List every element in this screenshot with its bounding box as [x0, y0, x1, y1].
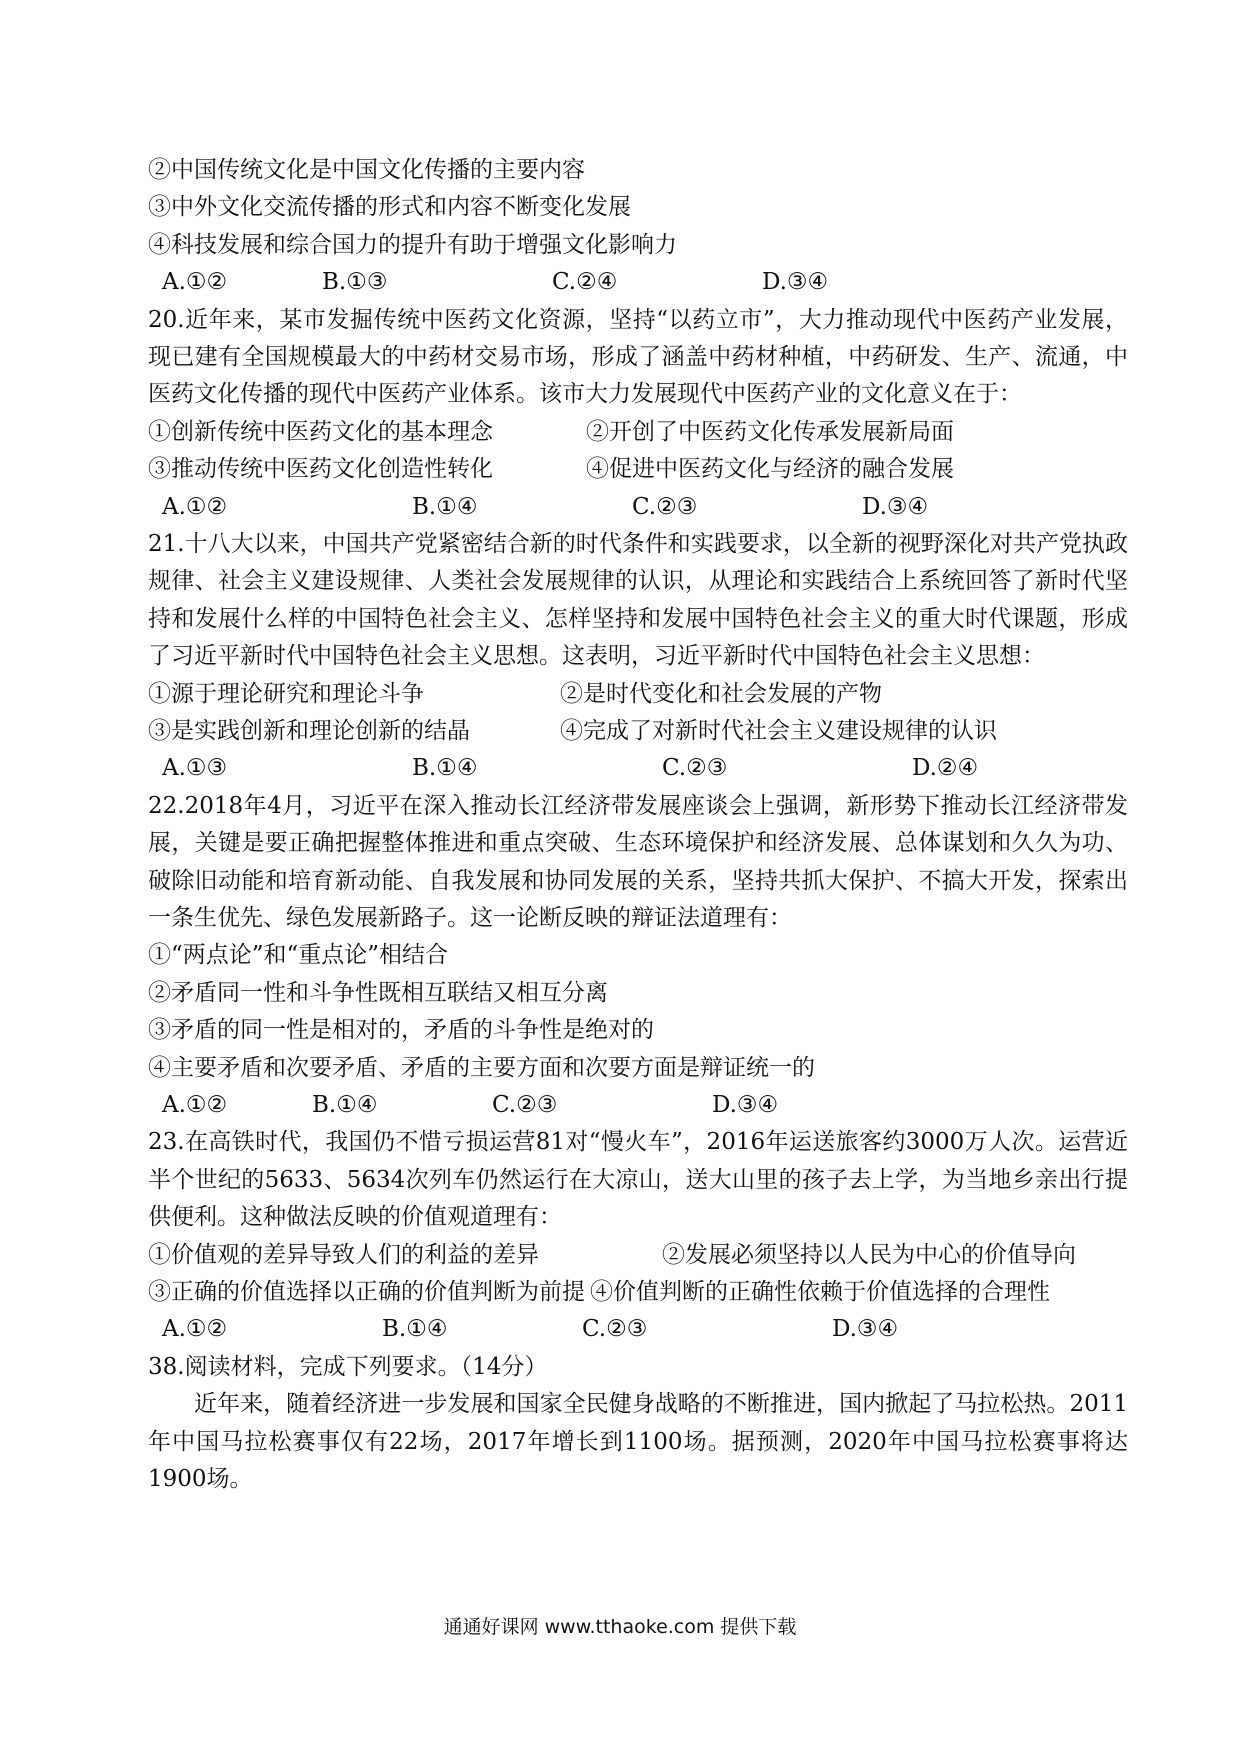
q23-item-3: ③正确的价值选择以正确的价值判断为前提	[148, 1278, 585, 1305]
q21-item-1: ①源于理论研究和理论斗争	[148, 680, 424, 707]
q38-heading: 38.阅读材料，完成下列要求。（14分）	[148, 1353, 548, 1380]
q20-option-c: C.②③	[632, 493, 698, 520]
q23-option-d: D.③④	[832, 1316, 899, 1343]
q23-items-row-1	[148, 1237, 1128, 1274]
q20-item-4: ④促进中医药文化与经济的融合发展	[586, 456, 954, 483]
q21-options	[148, 750, 1128, 787]
q23-item-2: ②发展必须坚持以人民为中心的价值导向	[662, 1241, 1076, 1268]
q21-option-b: B.①④	[412, 755, 478, 782]
q23-option-c: C.②③	[582, 1316, 648, 1343]
q23-options	[148, 1311, 1128, 1348]
q22-item-4: ④主要矛盾和次要矛盾、矛盾的主要方面和次要方面是辩证统一的	[148, 1054, 815, 1081]
q21-stem: 21.十八大以来，中国共产党紧密结合新的时代条件和实践要求，以全新的视野深化对共产党执政规律、社会主义建设规律、人类社会发展规律的认识，从理论和实践结合上系统回答了新时代坚持和发展什么样的中国特色社会主义、怎样坚持和发展中国特色社会主义的重大时代课题，形成了习近平新时代中国特色社会主义思想。这表明，习近平新时代中国特色社会主义思想：	[148, 530, 1128, 670]
q23-stem: 23.在高铁时代，我国仍不惜亏损运营81对“慢火车”，2016年运送旅客约3000万人次。运营近半个世纪的5633、5634次列车仍然运行在大凉山，送大山里的孩子去上学，为当地乡亲出行提供便利。这种做法反映的价值观道理有：	[148, 1129, 1128, 1231]
q19-item-2: ②中国传统文化是中国文化传播的主要内容	[148, 157, 585, 183]
q20-option-a: A.①②	[162, 493, 228, 520]
q38-material: 近年来，随着经济进一步发展和国家全民健身战略的不断推进，国内掀起了马拉松热。2011年中国马拉松赛事仅有22场，2017年增长到1100场。据预测，2020年中国马拉松赛事将达1900场。	[148, 1391, 1128, 1492]
q19-option-d: D.③④	[762, 269, 829, 296]
q19-item-3: ③中外文化交流传播的形式和内容不断变化发展	[148, 194, 631, 221]
q21-item-2: ②是时代变化和社会发展的产物	[560, 680, 882, 707]
exam-page	[148, 152, 1128, 1498]
page-footer: 通通好课网 www.tthaoke.com 提供下载	[443, 1616, 797, 1638]
q21-items-row-1	[148, 676, 1128, 713]
q22-options	[148, 1087, 1128, 1124]
q22-stem: 22.2018年4月，习近平在深入推动长江经济带发展座谈会上强调，新形势下推动长江经济带发展，关键是要正确把握整体推进和重点突破、生态环境保护和经济发展、总体谋划和久久为功、破除旧动能和培育新动能、自我发展和协同发展的关系，坚持共抓大保护、不搞大开发，探索出一条生优先、绿色发展新路子。这一论断反映的辩证法道理有：	[148, 792, 1128, 931]
q19-option-a: A.①②	[162, 269, 228, 296]
q21-option-a: A.①③	[162, 755, 228, 782]
q23-option-b: B.①④	[382, 1316, 448, 1343]
q23-items-row-2	[148, 1274, 1128, 1311]
q20-item-3: ③推动传统中医药文化创造性转化	[148, 456, 493, 483]
q19-option-b: B.①③	[322, 269, 388, 296]
q23-item-1: ①价值观的差异导致人们的利益的差异	[148, 1241, 539, 1268]
q21-item-4: ④完成了对新时代社会主义建设规律的认识	[560, 717, 997, 744]
q20-items-row-2	[148, 451, 1128, 488]
q20-option-d: D.③④	[862, 493, 929, 520]
q22-option-d: D.③④	[712, 1091, 779, 1118]
q20-item-1: ①创新传统中医药文化的基本理念	[148, 418, 493, 445]
q22-item-3: ③矛盾的同一性是相对的，矛盾的斗争性是绝对的	[148, 1017, 654, 1044]
q20-option-b: B.①④	[412, 493, 478, 520]
q23-option-a: A.①②	[162, 1316, 228, 1343]
q20-item-2: ②开创了中医药文化传承发展新局面	[586, 418, 954, 445]
q22-item-2: ②矛盾同一性和斗争性既相互联结又相互分离	[148, 979, 608, 1006]
q20-stem: 20.近年来，某市发掘传统中医药文化资源，坚持“以药立市”，大力推动现代中医药产业发展，现已建有全国规模最大的中药材交易市场，形成了涵盖中药材种植，中药研发、生产、流通，中医药文化传播的现代中医药产业体系。该市大力发展现代中医药产业的文化意义在于：	[148, 306, 1128, 408]
q20-options	[148, 489, 1128, 526]
q22-option-a: A.①②	[162, 1091, 228, 1118]
q19-item-4: ④科技发展和综合国力的提升有助于增强文化影响力	[148, 231, 677, 258]
q21-item-3: ③是实践创新和理论创新的结晶	[148, 717, 470, 744]
q20-items-row-1	[148, 414, 1128, 451]
q21-items-row-2	[148, 713, 1128, 750]
q22-item-1: ①“两点论”和“重点论”相结合	[148, 942, 449, 969]
q22-option-c: C.②③	[492, 1091, 558, 1118]
q19-options	[148, 264, 1128, 301]
q21-option-d: D.②④	[912, 755, 979, 782]
q19-option-c: C.②④	[552, 269, 618, 296]
q22-option-b: B.①④	[312, 1091, 378, 1118]
q21-option-c: C.②③	[662, 755, 728, 782]
q23-item-4: ④价值判断的正确性依赖于价值选择的合理性	[590, 1278, 1050, 1305]
